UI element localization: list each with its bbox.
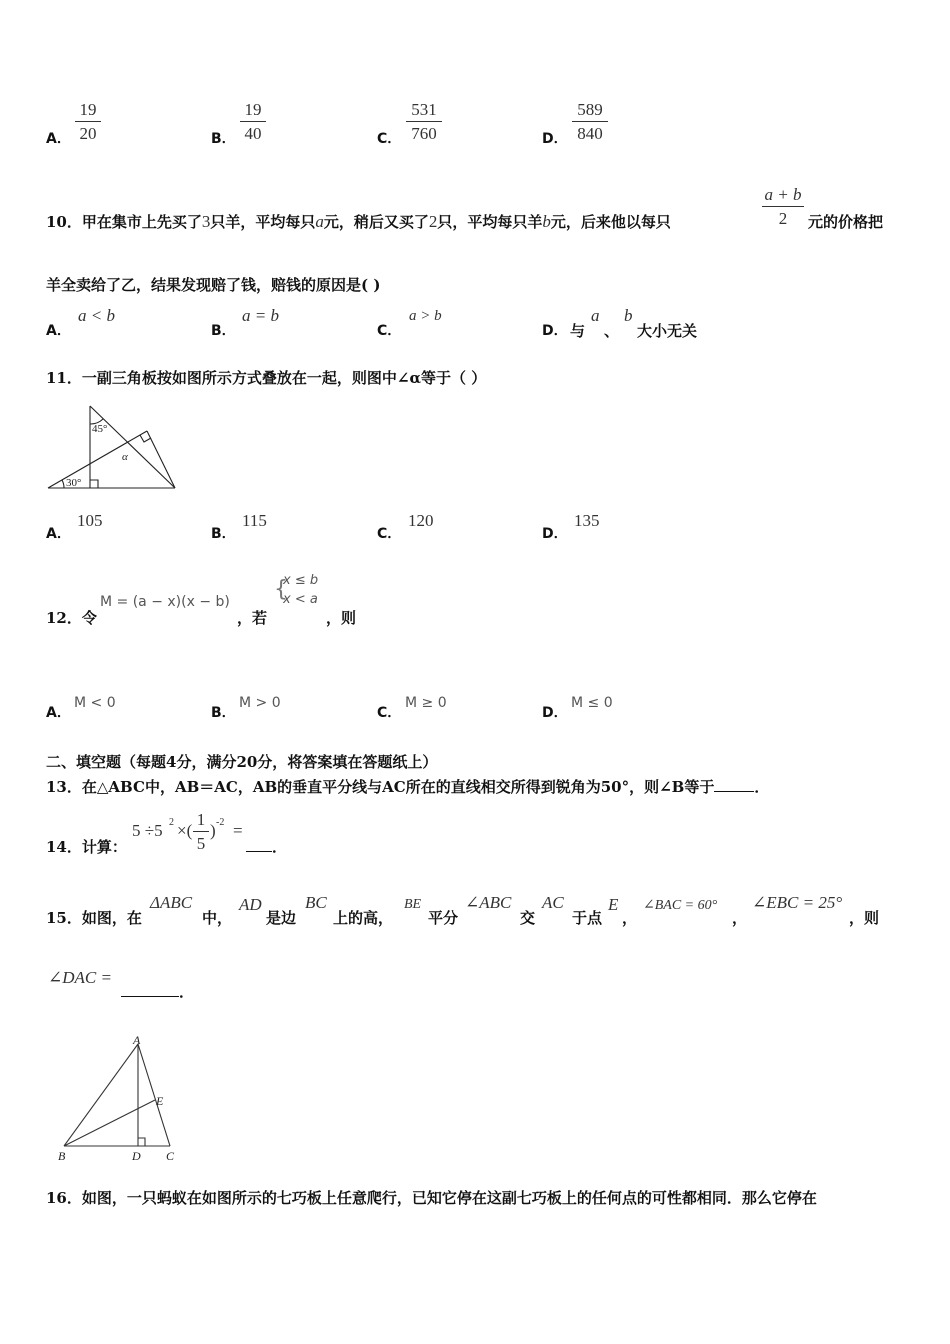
q10-option-b-label: B． — [211, 323, 236, 339]
q11-option-a-value: 105 — [77, 511, 103, 530]
q9-option-b-label: B． — [211, 131, 236, 147]
q15-stem-8: ，则 — [849, 909, 880, 927]
q12-option-c-expr: M ≥ 0 — [405, 695, 447, 711]
q15-answer-blank — [121, 996, 179, 997]
q15-label-b: B — [58, 1149, 66, 1163]
q12-condition-1: x ≤ b — [283, 573, 319, 588]
q10-option-a-label: A． — [46, 323, 71, 339]
q11-option-c-label: C． — [377, 526, 402, 542]
q15-triangle-figure — [54, 1036, 184, 1166]
q15-comma-1: ， — [622, 909, 638, 927]
q15-angle-bac: ∠BAC = 60° — [643, 898, 718, 913]
q12-option-a-expr: M < 0 — [74, 695, 116, 711]
q14-fraction: $\frac{1}{5}$ — [193, 811, 209, 853]
q14-answer-blank — [246, 851, 272, 852]
q11-angle-45-label: 45° — [92, 423, 108, 435]
q12-stem-pre: 12．令 — [46, 609, 97, 627]
q15-triangle-abc: ΔABC — [150, 893, 193, 912]
q10-option-d-sep: 、 — [604, 322, 620, 340]
q9-option-c-label: C． — [377, 131, 402, 147]
q11-triangle-figure — [44, 402, 180, 494]
q15-label-e: E — [156, 1094, 164, 1108]
q10-stem-line1-end: 元的价格把 — [808, 213, 884, 231]
q13-answer-blank — [714, 791, 754, 792]
q14-expr-a: 5 ÷5 — [132, 821, 163, 840]
q15-angle-dac: ∠DAC = — [48, 968, 112, 987]
q14-answer — [246, 836, 287, 857]
q15-label-a: A — [133, 1036, 141, 1047]
q9-option-d-label: D． — [542, 131, 568, 147]
q9-option-d-fraction: $\frac{589}{840}$ — [572, 101, 608, 143]
q15-ac: AC — [542, 893, 564, 912]
q10-price-fraction: $\frac{a + b}{2}$ — [762, 186, 804, 228]
q12-option-a-label: A． — [46, 705, 71, 721]
q13-text: 13．在△ABC中，AB＝AC，AB的垂直平分线与AC所在的直线相交所得到锐角为50°，则∠B等于 — [46, 778, 715, 796]
q10-option-a-expr: a < b — [78, 306, 115, 325]
q15-stem-5: 平分 — [428, 909, 459, 927]
q10-option-c-label: C． — [377, 323, 402, 339]
q14-exponent-1: 2 — [169, 817, 174, 828]
q10-option-c-expr: a > b — [409, 308, 442, 324]
q15-ad: AD — [239, 895, 262, 914]
q11-option-d-value: 135 — [574, 511, 600, 530]
q15-angle-ebc: ∠EBC = 25° — [752, 893, 843, 912]
q15-stem-6: 交 — [520, 909, 536, 927]
q10-option-b-expr: a = b — [242, 306, 279, 325]
q14-stem: 14．计算： — [46, 838, 127, 856]
q15-bc: BC — [305, 893, 327, 912]
q14-end: ． — [272, 838, 288, 856]
q12-option-c-label: C． — [377, 705, 402, 721]
q10-option-d-pre: 与 — [570, 322, 586, 340]
q10-option-d-label: D． — [542, 323, 568, 339]
q12-option-b-expr: M > 0 — [239, 695, 281, 711]
q15-be: BE — [404, 897, 422, 912]
q15-label-d: D — [132, 1149, 141, 1163]
q12-system-brace: { — [274, 577, 288, 602]
q15-angle-abc: ∠ABC — [465, 893, 512, 912]
q13-end: ． — [754, 778, 770, 796]
q15-stem-2: 中， — [202, 909, 233, 927]
q12-option-d-expr: M ≤ 0 — [571, 695, 613, 711]
q15-stem-7: 于点 — [572, 909, 603, 927]
q9-option-b-fraction: $\frac{19}{40}$ — [240, 101, 266, 143]
q10-stem-line2: 羊全卖给了乙，结果发现赔了钱，赔钱的原因是( ) — [46, 276, 381, 294]
q14-times: ×( — [177, 821, 193, 840]
q11-stem: 11．一副三角板按如图所示方式叠放在一起，则图中∠α等于（ ） — [46, 369, 487, 387]
q15-stem-4: 上的高， — [333, 909, 394, 927]
q10-option-d-b: b — [624, 306, 633, 325]
q14-equals: = — [233, 821, 243, 840]
q9-option-c-fraction: $\frac{531}{760}$ — [406, 101, 442, 143]
q9-option-a-fraction: $\frac{19}{20}$ — [75, 101, 101, 143]
q14-exponent-2: -2 — [216, 817, 225, 828]
q11-angle-30-label: 30° — [66, 477, 82, 489]
q11-option-b-value: 115 — [242, 511, 267, 530]
q15-point-e: E — [608, 895, 619, 914]
q10-option-d-post: 大小无关 — [637, 322, 698, 340]
q11-option-b-label: B． — [211, 526, 236, 542]
q11-option-d-label: D． — [542, 526, 568, 542]
q15-label-c: C — [166, 1149, 175, 1163]
q10-stem-line1: 10．甲在集市上先买了3只羊，平均每只a元，稍后又买了2只，平均每只羊b元，后来他以每只 — [46, 212, 671, 231]
q15-comma-2: ， — [732, 909, 748, 927]
q15-stem-3: 是边 — [266, 909, 297, 927]
q12-condition-2: x < a — [283, 592, 318, 607]
q12-stem-mid: ，若 — [237, 609, 268, 627]
section-2-heading: 二、填空题（每题4分，满分20分，将答案填在答题纸上） — [46, 753, 438, 771]
q9-option-a-label: A． — [46, 131, 71, 147]
q11-angle-alpha-label: α — [122, 451, 128, 463]
q14-close-paren: ) — [210, 821, 216, 840]
q12-stem-post: ，则 — [326, 609, 357, 627]
q13 — [46, 776, 769, 797]
q11-option-c-value: 120 — [408, 511, 434, 530]
q12-option-d-label: D． — [542, 705, 568, 721]
q15-answer — [121, 981, 194, 1002]
q12-expression: M = (a − x)(x − b) — [100, 594, 230, 610]
q11-option-a-label: A． — [46, 526, 71, 542]
q16-stem: 16．如图，一只蚂蚁在如图所示的七巧板上任意爬行，已知它停在这副七巧板上的任何点的可性都相同．那么它停在 — [46, 1189, 817, 1207]
q10-option-d-a: a — [591, 306, 600, 325]
q15-end: ． — [179, 983, 195, 1001]
q12-option-b-label: B． — [211, 705, 236, 721]
q15-stem-1: 15．如图，在 — [46, 909, 142, 927]
